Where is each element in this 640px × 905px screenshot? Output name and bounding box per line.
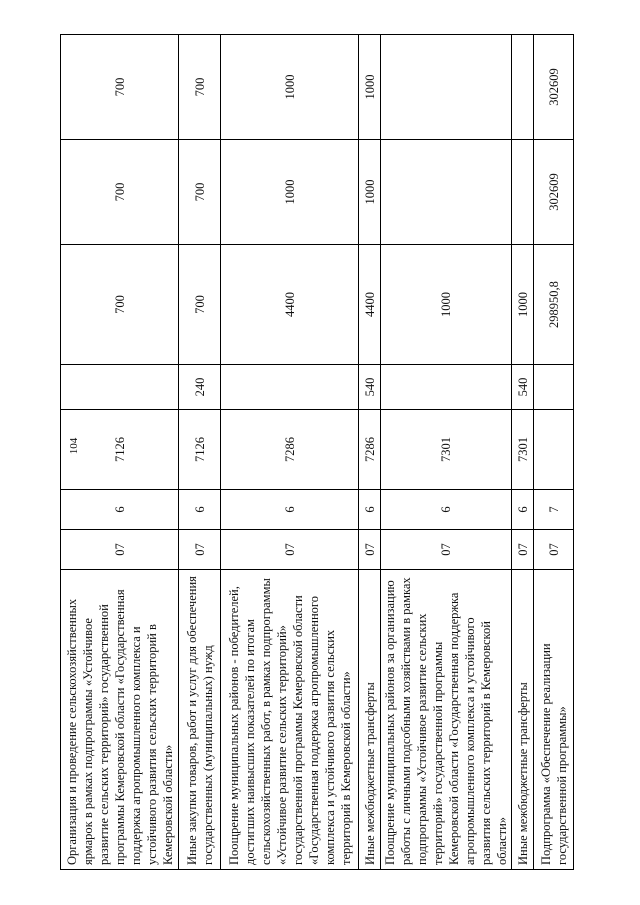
expense-type-cell: 540: [512, 365, 534, 410]
value-1-cell: 298950,8: [534, 245, 574, 365]
value-3-cell: 302609: [534, 35, 574, 140]
expense-type-cell: 540: [359, 365, 381, 410]
subsection-cell: 6: [359, 490, 381, 530]
expense-type-cell: [61, 365, 179, 410]
target-cell: 7301: [512, 410, 534, 490]
value-2-cell: 700: [179, 140, 221, 245]
section-cell: 07: [61, 530, 179, 570]
value-1-cell: 4400: [221, 245, 359, 365]
row-name: Иные закупки товаров, работ и услуг для обеспечения государственных (муниципальных) нужд: [179, 570, 221, 870]
section-cell: 07: [359, 530, 381, 570]
row-name: Организация и проведение сельскохозяйственных ярмарок в рамках подпрограммы «Устойчивое развитие сельских территорий» государственной программы Кемеровской области «Государственная поддержка агропромышленного комплекса и устойчивого развития сельских территорий в Кемеровской области»: [61, 570, 179, 870]
subsection-cell: 6: [61, 490, 179, 530]
target-cell: 7126: [179, 410, 221, 490]
value-2-cell: [381, 140, 512, 245]
value-3-cell: [381, 35, 512, 140]
row-name: Поощрение муниципальных районов за организацию работы с личными подсобными хозяйствами в рамках подпрограммы «Устойчивое развитие сельских территорий» государственной программы Кемеровской области «Государственная поддержка агропромышленного комплекса и устойчивого развития сельских территорий в Кемеровской области»: [381, 570, 512, 870]
target-cell: 7286: [359, 410, 381, 490]
value-2-cell: 700: [61, 140, 179, 245]
value-2-cell: [512, 140, 534, 245]
value-3-cell: 700: [61, 35, 179, 140]
expense-type-cell: 240: [179, 365, 221, 410]
subsection-cell: 6: [512, 490, 534, 530]
table-row: [534, 35, 574, 870]
value-3-cell: [512, 35, 534, 140]
value-1-cell: 700: [179, 245, 221, 365]
value-1-cell: 4400: [359, 245, 381, 365]
subsection-cell: 6: [381, 490, 512, 530]
section-cell: 07: [512, 530, 534, 570]
target-cell: 7126: [61, 410, 179, 490]
budget-table: [60, 34, 574, 870]
value-2-cell: 1000: [359, 140, 381, 245]
value-3-cell: 700: [179, 35, 221, 140]
table-row: [512, 35, 534, 870]
expense-type-cell: [534, 365, 574, 410]
section-cell: 07: [221, 530, 359, 570]
subsection-cell: 7: [534, 490, 574, 530]
value-1-cell: 700: [61, 245, 179, 365]
expense-type-cell: [221, 365, 359, 410]
section-cell: 07: [179, 530, 221, 570]
value-2-cell: 1000: [221, 140, 359, 245]
value-3-cell: 1000: [359, 35, 381, 140]
table-row: [359, 35, 381, 870]
value-1-cell: 1000: [512, 245, 534, 365]
subsection-cell: 6: [221, 490, 359, 530]
subsection-cell: 6: [179, 490, 221, 530]
row-name: Иные межбюджетные трансферты: [512, 570, 534, 870]
table-row: [61, 35, 179, 870]
value-3-cell: 1000: [221, 35, 359, 140]
expense-type-cell: [381, 365, 512, 410]
page-number: 104: [68, 437, 80, 455]
row-name: Подпрограмма «Обеспечение реализации государственной программы»: [534, 570, 574, 870]
value-2-cell: 302609: [534, 140, 574, 245]
target-cell: [534, 410, 574, 490]
row-name: Иные межбюджетные трансферты: [359, 570, 381, 870]
section-cell: 07: [534, 530, 574, 570]
target-cell: 7286: [221, 410, 359, 490]
table-row: [381, 35, 512, 870]
target-cell: 7301: [381, 410, 512, 490]
rotated-page-content: [60, 35, 569, 870]
row-name: Поощрение муниципальных районов - победителей, достигших наивысших показателей по итогам сельскохозяйственных работ, в рамках подпрограммы «Устойчивое развитие сельских территорий» государственной программы Кемеровской области «Государственная поддержка агропромышленного комплекса и устойчивого развития сельских территорий в Кемеровской области»: [221, 570, 359, 870]
table-row: [179, 35, 221, 870]
table-row: [221, 35, 359, 870]
value-1-cell: 1000: [381, 245, 512, 365]
section-cell: 07: [381, 530, 512, 570]
